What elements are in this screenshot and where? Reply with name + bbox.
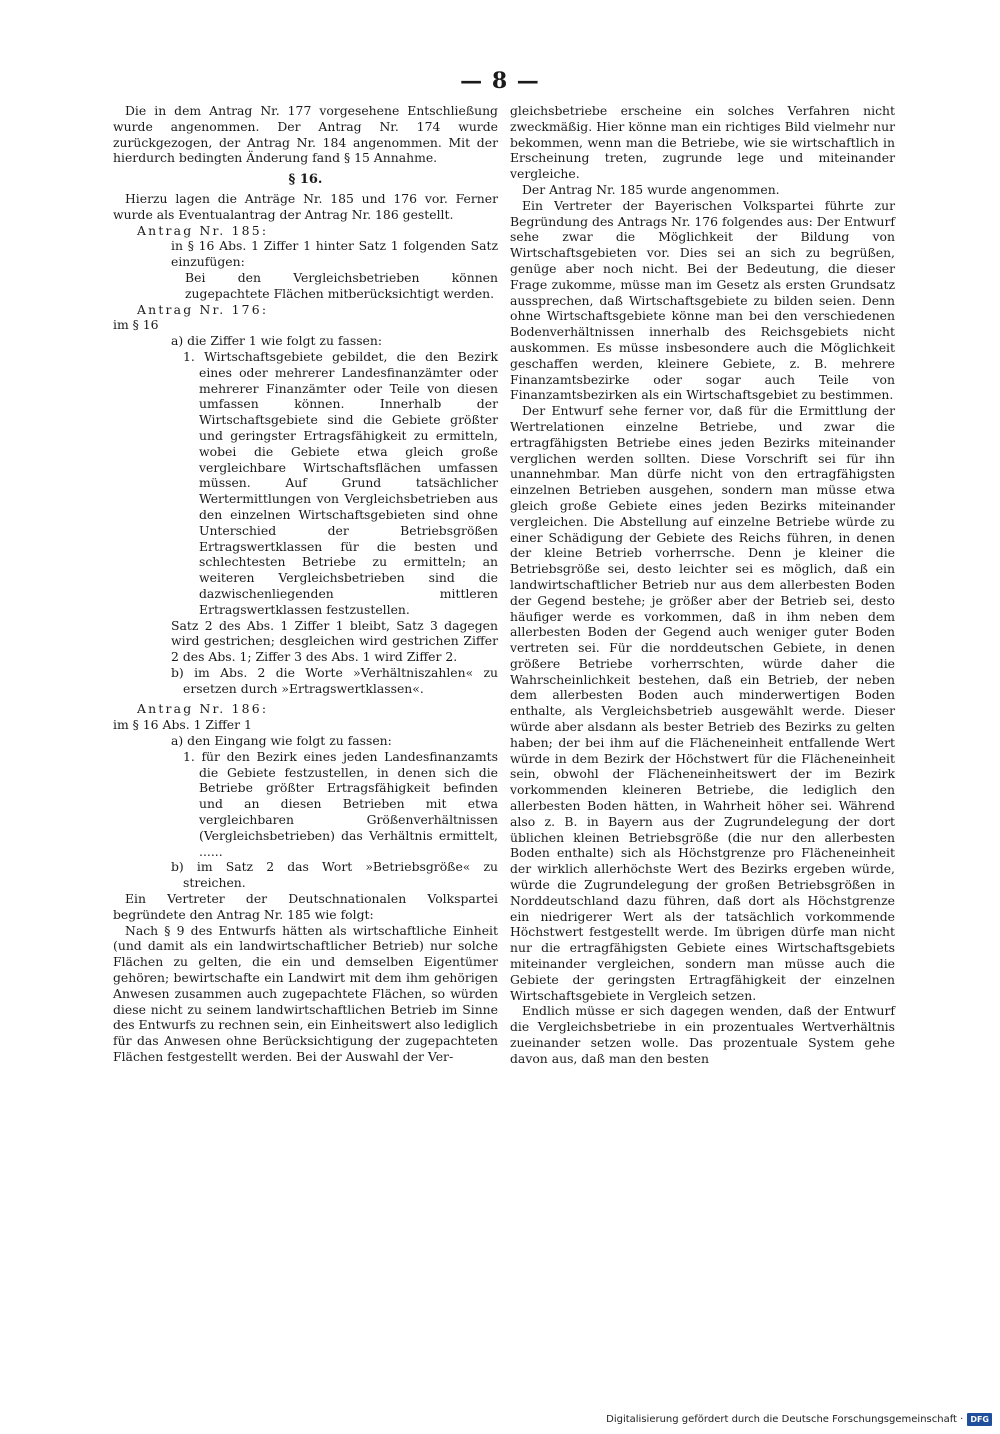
right-column [510, 103, 895, 1067]
paragraph: Endlich müsse er sich dagegen wenden, daß der Entwurf die Vergleichsbetriebe in ein prozentuales Wertverhältnis zueinander setzen wolle. Das prozentuale System gehe davon aus, daß man den besten [510, 1003, 895, 1066]
motion-item: a) die Ziffer 1 wie folgt zu fassen: [171, 333, 383, 349]
paragraph: Ein Vertreter der Deutschnationalen Volkspartei begründete den Antrag Nr. 185 wie folgt: [113, 891, 498, 922]
paragraph: gleichsbetriebe erscheine ein solches Verfahren nicht zweckmäßig. Hier könne man ein richtiges Bild vielmehr nur bekommen, wenn man die Betriebe, wie sie wirtschaftlich in Erscheinung treten, zugrunde lege und miteinander vergleiche. [510, 103, 895, 182]
credit-text: Digitalisierung gefördert durch die Deutsche Forschungsgemeinschaft · [606, 1414, 964, 1425]
paragraph: Der Entwurf sehe ferner vor, daß für die Ermittlung der Wertrelationen einzelne Betriebe, und zwar die ertragfähigsten Betriebe eines jeden Bezirks miteinander verglichen werden sollten. Diese Vorschrift sei für ihn unannehmbar. Man dürfe nicht von den ertragfähigsten einzelnen Betrieben ausgehen, sondern man müsse etwa gleich große Gebiete eines jeden Bezirks miteinander vergleichen. Die Abstellung auf einzelne Betriebe würde zu einer Schädigung der Gebiete des Reichs führen, in denen der kleine Betrieb vorherrsche. Denn je kleiner die Betriebsgröße sei, desto leichter sei es möglich, daß ein landwirtschaftlicher Betrieb nur aus dem allerbesten Boden der Gegend bestehe; je größer aber der Betrieb sei, desto häufiger werde es vorkommen, daß in ihm neben dem allerbesten Boden der Gegend auch weniger guter Boden vertreten sei. Für die norddeutschen Gebiete, in denen größere Betriebe vorherrschten, würde daher die Wahrscheinlichkeit bestehen, daß ein Betrieb, der neben dem allerbesten Boden auch minderwertigen Boden enthalte, als Vergleichsbetrieb ausgewählt werde. Dieser würde aber alsdann als bester Betrieb des Bezirks zu gelten haben; der bei ihm auf die Flächeneinheit entfallende Wert würde in dem Bezirk der Höchstwert für die Flächeneinheit sein, obwohl der Flächeneinheitswert der im Bezirk vorkommenden kleineren Betriebe, die lediglich den allerbesten Boden hätten, in Wahrheit höher sei. Während also z. B. in Bayern aus der Zugrundelegung der dort üblichen kleinen Betriebsgröße (die nur den allerbesten Boden enthalte) sich als Höchstgrenze pro Flächeneinheit der wirklich allerhöchste Wert des Bezirks ergeben würde, würde die Zugrundelegung der großen Betriebsgrößen in Norddeutschland dazu führen, daß dort als Höchstgrenze ein niedrigerer Wert als der tatsächlich vorkommende Höchstwert festgestellt werde. Im übrigen dürfe man nicht nur die ertragfähigsten Gebiete eines Wirtschaftsgebiets miteinander vergleichen, sondern man müsse auch die Gebiete der geringsten Ertragfähigkeit der einzelnen Wirtschaftsgebiete in Vergleich setzen. [510, 403, 895, 1003]
motion-heading: Antrag Nr. 176: [137, 301, 269, 317]
motion-text: im § 16 Abs. 1 Ziffer 1 [113, 717, 252, 733]
motion-item: b) im Satz 2 das Wort »Betriebsgröße« zu streichen. [171, 859, 498, 891]
motion-quote: Bei den Vergleichsbetrieben können zugepachtete Flächen mitberücksichtigt werden. [185, 269, 498, 301]
motion-text: Satz 2 des Abs. 1 Ziffer 1 bleibt, Satz 3 dagegen wird gestrichen; desgleichen wird gestrichen Ziffer 2 des Abs. 1; Ziffer 3 des Abs. 1 wird Ziffer 2. [171, 617, 498, 665]
motion-item: b) im Abs. 2 die Worte »Verhältniszahlen« zu ersetzen durch »Ertragswertklassen«. [171, 664, 498, 696]
paragraph: Nach § 9 des Entwurfs hätten als wirtschaftliche Einheit (und damit als ein landwirtschaftlicher Betrieb) nur solche Flächen zu gelten, die ein und demselben Eigentümer gehören; bewirtschafte ein Landwirt mit dem ihm gehörigen Anwesen zusammen auch zugepachtete Flächen, so würden diese nicht zu seinem landwirtschaftlichen Betrieb im Sinne des Entwurfs zu rechnen sein, ein Einheitswert also lediglich für das Anwesen ohne Berücksichtigung der zugepachteten Flächen festgestellt werden. Bei der Auswahl der Ver- [113, 922, 498, 1065]
left-column [113, 103, 498, 1065]
paragraph: Die in dem Antrag Nr. 177 vorgesehene Entschließung wurde angenommen. Der Antrag Nr. 174 wurde zurückgezogen, der Antrag Nr. 184 angenommen. Mit der hierdurch bedingten Änderung fand § 15 Annahme. [113, 103, 498, 166]
motion-subitem: 1. für den Bezirk eines jeden Landesfinanzamts die Gebiete festzustellen, in denen sich die Betriebe größter Ertragsfähigkeit befinden und an diesen Betrieben mit etwa vergleichbaren Größenverhältnissen (Vergleichsbetrieben) das Verhältnis ermittelt, ...... [183, 748, 498, 859]
motion-heading: Antrag Nr. 185: [137, 222, 269, 238]
motion-item: a) den Eingang wie folgt zu fassen: [171, 733, 392, 749]
paragraph: Der Antrag Nr. 185 wurde angenommen. [522, 181, 780, 197]
paragraph: Hierzu lagen die Anträge Nr. 185 und 176 vor. Ferner wurde als Eventualantrag der Antrag Nr. 186 gestellt. [113, 190, 498, 222]
motion-subitem: 1. Wirtschaftsgebiete gebildet, die den Bezirk eines oder mehrerer Landesfinanzämter oder mehrerer Finanzämter oder Teile von diesen umfassen können. Innerhalb der Wirtschaftsgebiete sind die Gebiete größter und geringster Ertragsfähigkeit zu ermitteln, wobei die Gebiete etwa gleich große vergleichbare Wirtschaftsflächen umfassen müssen. Auf Grund tatsächlicher Wertermittlungen von Vergleichsbetrieben aus den einzelnen Wirtschaftsgebieten sind ohne Unterschied der Betriebsgrößen Ertragswertklassen für die besten und schlechtesten Betriebe zu ermitteln; an weiteren Vergleichsbetrieben sind die dazwischenliegenden mittleren Ertragswertklassen festzustellen. [183, 348, 498, 617]
section-heading: § 16. [288, 172, 323, 188]
motion-heading: Antrag Nr. 186: [137, 701, 269, 717]
motion-text: in § 16 Abs. 1 Ziffer 1 hinter Satz 1 folgenden Satz einzufügen: [171, 238, 498, 270]
page-number: — 8 — [460, 68, 540, 94]
motion-text: im § 16 [113, 317, 159, 333]
paragraph: Ein Vertreter der Bayerischen Volkspartei führte zur Begründung des Antrags Nr. 176 folgendes aus: Der Entwurf sehe zwar die Möglichkeit der Bildung von Wirtschaftsgebieten vor. Dies sei an sich zu begrüßen, genüge aber noch nicht. Bei der Bedeutung, die dieser Frage zukomme, müsse man im Gesetz als ersten Grundsatz aussprechen, daß Wirtschaftsgebiete zu bilden seien. Denn ohne Wirtschaftsgebiete könne man bei den verschiedenen Bodenverhältnissen innerhalb des Reichsgebiets nicht auskommen. Es müsse insbesondere auch die Möglichkeit geschaffen werden, kleinere Gebiete, z. B. mehrere Finanzamtsbezirke oder sogar auch Teile von Finanzamtsbezirken als ein Wirtschaftsgebiet zu bestimmen. [510, 197, 895, 403]
digitization-credit [606, 1413, 992, 1426]
dfg-logo-icon: DFG [967, 1413, 992, 1426]
